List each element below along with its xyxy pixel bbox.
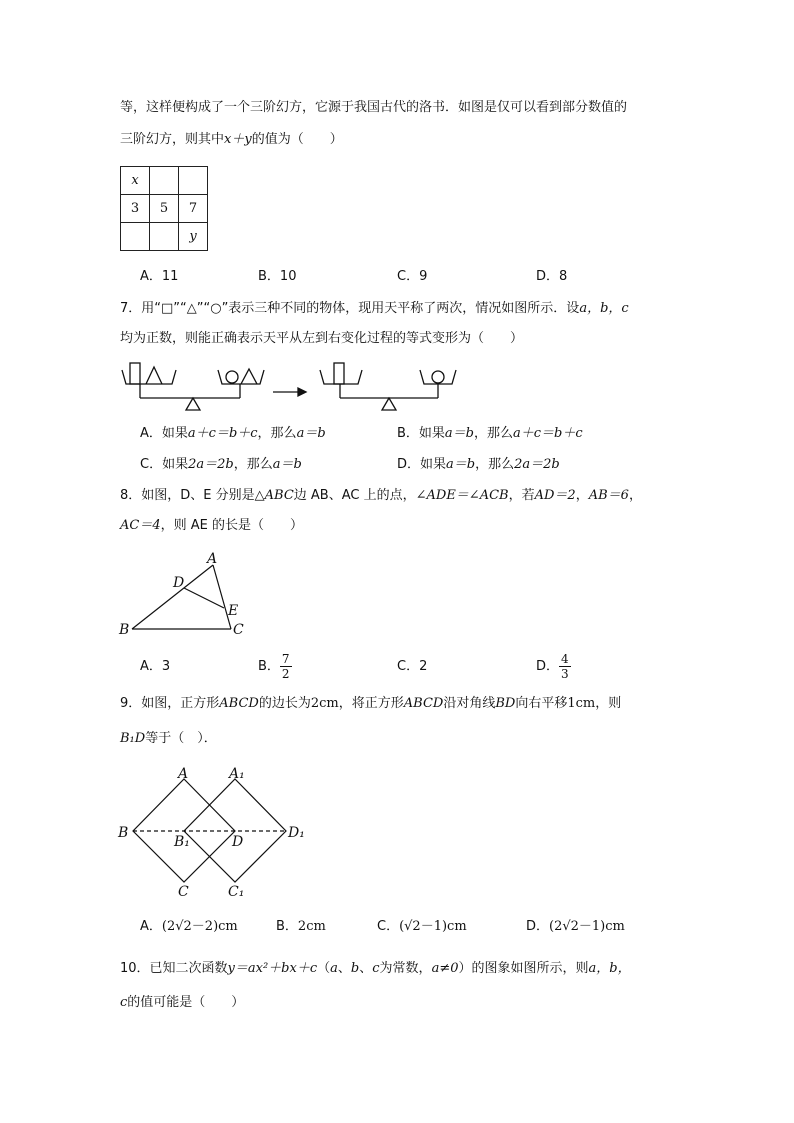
q8-line2-post: ，则 AE 的长是（ ）	[160, 518, 303, 533]
label-a1: A₁	[229, 766, 245, 782]
q7-option-d-label: D．如果	[397, 457, 447, 472]
q9-line1-mid: 的边长为	[258, 696, 311, 711]
q8-option-d[interactable]	[536, 651, 571, 683]
q9-line2-post: 等于（ ）．	[145, 731, 217, 746]
magic-square-cell: x	[121, 167, 150, 195]
q9-option-b[interactable]	[276, 918, 326, 936]
q9-option-a-value: (2√2－2)cm	[161, 919, 238, 934]
q9-option-b-label: B．	[276, 919, 298, 934]
q7-option-c-label: C．如果	[140, 457, 189, 472]
q10-line1-mid2: 为常数，	[379, 961, 432, 976]
label-c: C	[233, 622, 244, 638]
label-d1: D₁	[288, 825, 305, 841]
q7-line1	[120, 300, 629, 318]
q6-line2	[120, 131, 343, 149]
q8-line1-mid: 边 AB、AC 上的点，	[293, 488, 416, 503]
q6-option-c[interactable]: C．9	[397, 269, 428, 284]
q9-option-d-label: D．	[526, 919, 550, 934]
magic-square-cell	[150, 223, 179, 251]
q10-sep1: 、	[337, 961, 351, 976]
q9-b1d: B₁D	[120, 731, 146, 746]
q9-option-c-value: (√2－1)cm	[399, 919, 467, 934]
magic-square-row	[121, 223, 208, 251]
q7-option-c-expr1: 2a＝2b	[188, 457, 234, 472]
magic-square-cell: y	[179, 223, 208, 251]
q9-square-2: ABCD	[403, 696, 444, 711]
q7-option-b-mid: ，那么	[474, 426, 514, 441]
q8-line1: 8．如图，D、E 分别是△ABC边 AB、AC 上的点，∠ADE＝∠ACB，若AD＝2，AB＝6，	[120, 488, 642, 503]
q7-option-a-expr2: a＝b	[296, 426, 326, 441]
label-b1: B₁	[174, 834, 190, 850]
label-a: A	[207, 551, 218, 567]
q8-ad: AD＝2	[534, 488, 576, 503]
q10-function: y＝ax²＋bx＋c	[227, 961, 318, 976]
q6-line2-pre: 三阶幻方，则其中	[120, 132, 225, 147]
q8-line2	[120, 517, 303, 535]
q9-line2	[120, 730, 217, 748]
q10-line1-pre: 10．已知二次函数	[120, 961, 228, 976]
q7-option-b-expr1: a＝b	[444, 426, 474, 441]
q9-option-d[interactable]	[526, 918, 625, 936]
q7-option-d[interactable]	[397, 456, 560, 474]
magic-square-cell	[179, 167, 208, 195]
q9-option-a[interactable]	[140, 918, 238, 936]
label-a: A	[178, 766, 189, 782]
q10-line1	[120, 960, 631, 978]
q9-square: ABCD	[219, 696, 259, 711]
q9-line1-mid3: 沿对角线	[443, 696, 496, 711]
label-e: E	[228, 603, 239, 619]
q7-option-a-mid: ，那么	[257, 426, 297, 441]
q9-line1	[120, 695, 621, 713]
fraction-numerator: 7	[281, 652, 290, 666]
q9-option-c-label: C．	[377, 919, 400, 934]
magic-square-cell	[121, 223, 150, 251]
q8-option-d-fraction	[559, 652, 571, 681]
fraction-numerator: 4	[561, 652, 569, 666]
q8-option-d-label: D．	[536, 659, 560, 674]
arrow-right-icon	[273, 388, 306, 396]
q10-line1-post: ）的图象如图所示，则	[458, 961, 589, 976]
q9-line1-post: ，则	[595, 696, 622, 711]
right-balance-scale	[320, 363, 456, 410]
q6-option-d[interactable]: D．8	[536, 269, 568, 284]
q7-option-b[interactable]	[397, 425, 583, 443]
q8-ab: AB＝6	[588, 488, 629, 503]
magic-square-row	[121, 167, 208, 195]
fraction-denominator: 2	[281, 667, 290, 681]
q7-vars: a，b，c	[579, 301, 629, 316]
q9-line1-mid4: 向右平移	[515, 696, 568, 711]
q8-ac: AC＝4	[120, 518, 161, 533]
magic-square-table	[120, 166, 208, 251]
q10-var-b: b	[350, 961, 360, 976]
q8-option-c[interactable]: C．2	[397, 659, 428, 674]
label-d: D	[232, 834, 244, 850]
q7-option-c-mid: ，那么	[233, 457, 273, 472]
q8-angle: ∠ADE＝∠ACB	[415, 488, 509, 503]
triangle-abc-figure	[116, 550, 256, 642]
q10-vars: a，b，	[588, 961, 631, 976]
q7-option-b-label: B．如果	[397, 426, 445, 441]
q10-sep2: 、	[359, 961, 373, 976]
segment-de	[184, 588, 224, 608]
q9-option-d-value: (2√2－1)cm	[549, 919, 625, 934]
q9-line1-pre: 9．如图，正方形	[120, 696, 220, 711]
label-c1: C₁	[228, 884, 245, 900]
q7-option-c[interactable]	[140, 456, 302, 474]
q10-condition: a≠0	[431, 961, 459, 976]
side-ac	[213, 565, 231, 629]
q7-option-b-expr2: a＋c＝b＋c	[513, 426, 583, 441]
fraction-denominator: 3	[561, 667, 569, 681]
q8-line1-post: ，若	[508, 488, 535, 503]
q10-var-a: a	[330, 961, 338, 976]
q7-option-d-expr1: a＝b	[446, 457, 476, 472]
q10-line2	[120, 994, 244, 1012]
label-b: B	[119, 622, 130, 638]
magic-square-cell: 7	[179, 195, 208, 223]
label-d: D	[173, 575, 185, 591]
q7-option-a-label: A．如果	[140, 426, 188, 441]
q9-shift: 1cm	[567, 696, 596, 711]
q8-triangle: △ABC	[254, 488, 294, 503]
q7-option-d-mid: ，那么	[475, 457, 515, 472]
q6-option-a[interactable]: A．11	[140, 269, 179, 284]
q8-option-b-fraction	[280, 652, 292, 681]
translated-squares-figure	[116, 762, 316, 902]
q7-option-d-expr2: 2a＝2b	[514, 457, 560, 472]
magic-square-row	[121, 195, 208, 223]
q7-option-c-expr2: a＝b	[272, 457, 302, 472]
q6-line1: 等，这样便构成了一个三阶幻方，它源于我国古代的洛书．如图是仅可以看到部分数值的	[120, 100, 628, 115]
q8-option-a[interactable]: A．3	[140, 659, 171, 674]
q10-line2-c: c	[120, 995, 128, 1010]
magic-square-cell: 5	[150, 195, 179, 223]
q8-line1-pre: 8．如图，D、E 分别是	[120, 488, 255, 503]
q9-line1-mid2: ，将正方形	[338, 696, 404, 711]
q6-line2-post: 的值为（ ）	[251, 132, 343, 147]
left-balance-scale	[122, 363, 264, 410]
balance-scale-figure	[118, 358, 478, 414]
q7-line2: 均为正数，则能正确表示天平从左到右变化过程的等式变形为（ ）	[120, 331, 524, 346]
q9-option-b-value: 2cm	[297, 919, 326, 934]
q10-var-c: c	[372, 961, 380, 976]
q9-option-a-label: A．	[140, 919, 162, 934]
magic-square-cell: 3	[121, 195, 150, 223]
label-b: B	[118, 825, 129, 841]
q10-line1-mid: （	[317, 961, 331, 976]
q9-length: 2cm	[310, 696, 339, 711]
q7-line1-pre: 7．用“□”“△”“○”表示三种不同的物体，现用天平称了两次，情况如图所示．设	[120, 301, 580, 316]
q9-option-c[interactable]	[377, 918, 467, 936]
label-c: C	[178, 884, 189, 900]
q6-expr: x＋y	[224, 132, 252, 147]
q10-line2-post: 的值可能是（ ）	[127, 995, 245, 1010]
q8-option-b[interactable]	[258, 651, 292, 683]
q6-option-b[interactable]: B．10	[258, 269, 297, 284]
q8-option-b-label: B．	[258, 659, 280, 674]
q7-option-a-expr1: a＋c＝b＋c	[187, 426, 258, 441]
magic-square-cell	[150, 167, 179, 195]
q7-option-a[interactable]	[140, 425, 326, 443]
q9-diagonal: BD	[495, 696, 516, 711]
